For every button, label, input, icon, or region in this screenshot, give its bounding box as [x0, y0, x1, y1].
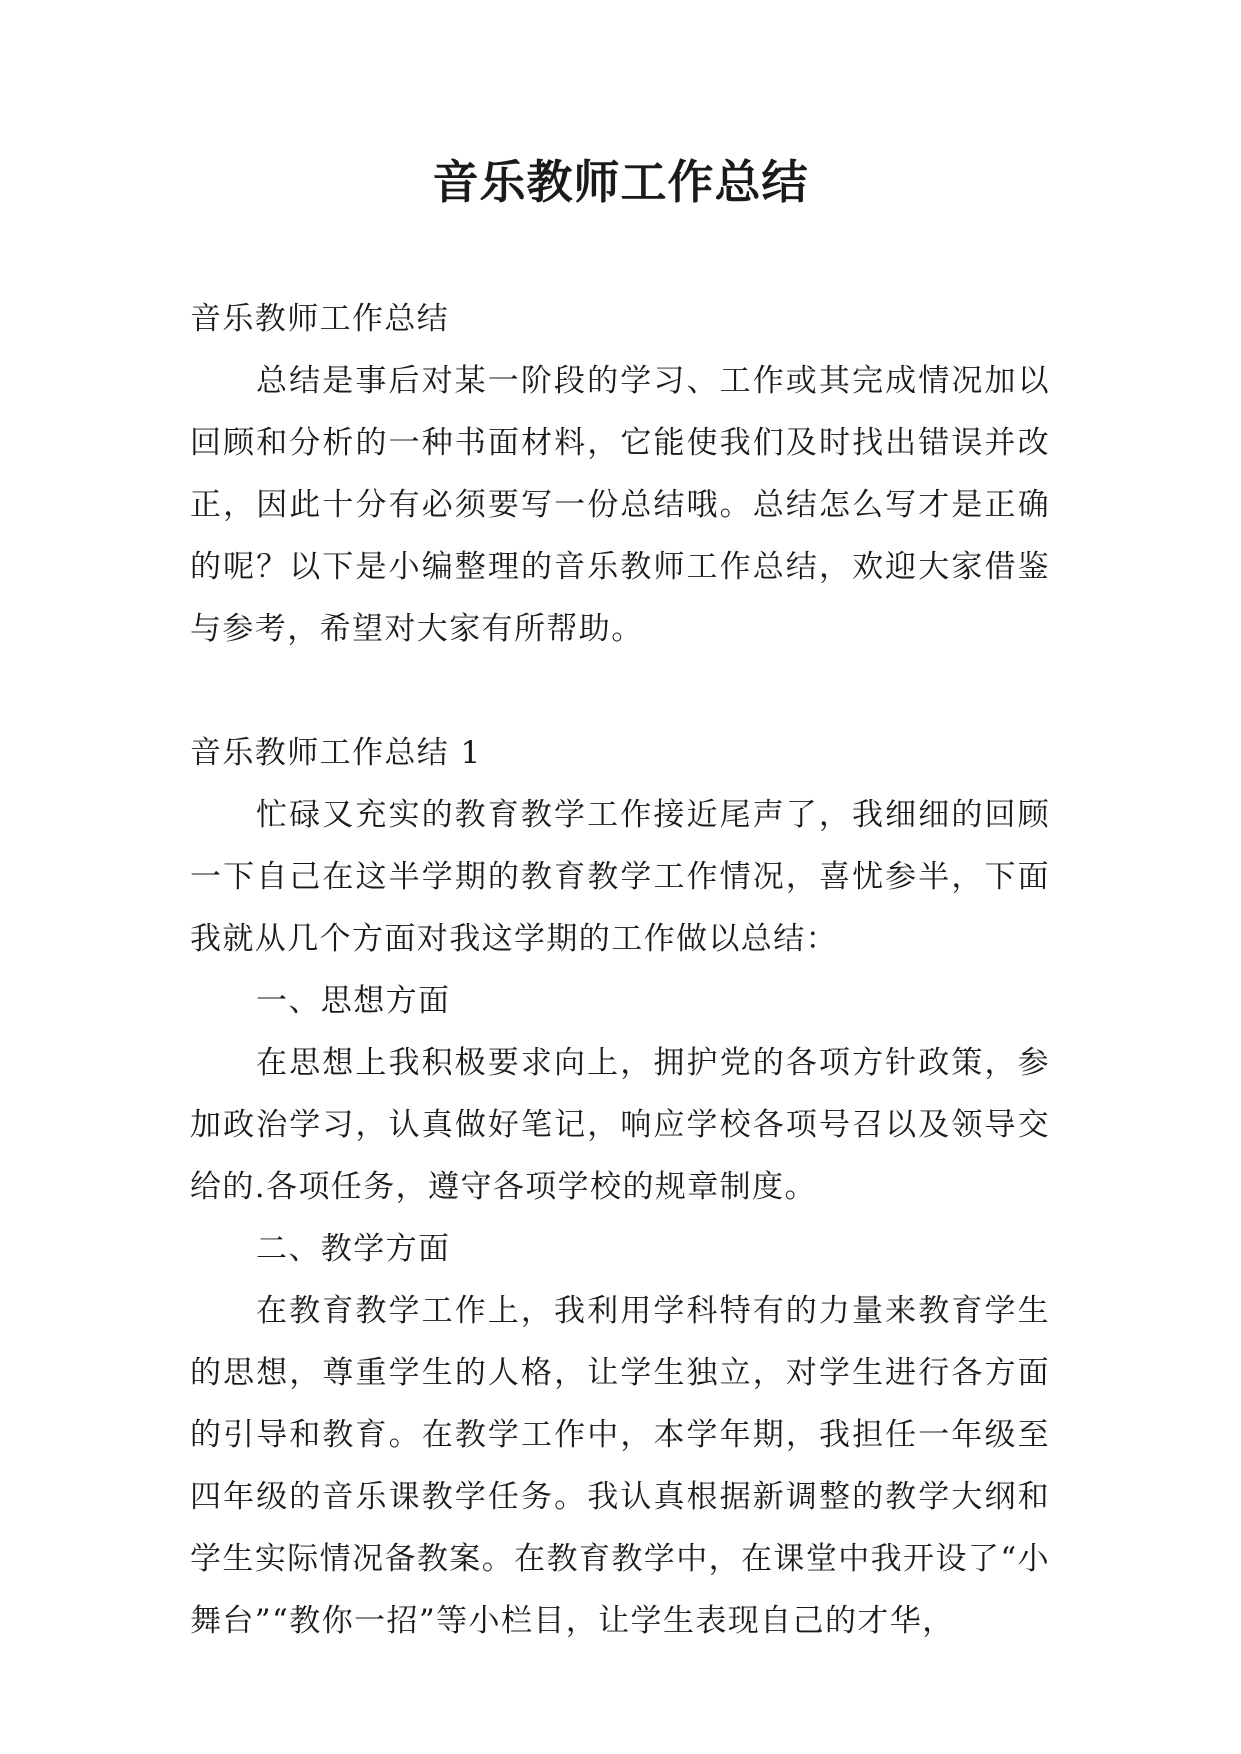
- paragraph-spacer: [190, 660, 1050, 722]
- part-2-heading: 二、教学方面: [256, 1231, 451, 1267]
- part-1-paragraph: 在思想上我积极要求向上，拥护党的各项方针政策，参加政治学习，认真做好笔记，响应学校各项号召以及领导交给的.各项任务，遵守各项学校的规章制度。: [190, 1045, 1050, 1205]
- document-body: [190, 288, 1050, 1652]
- document-title: 音乐教师工作总结: [432, 155, 809, 209]
- section-1-heading: 音乐教师工作总结 1: [190, 735, 482, 771]
- part-1-heading: 一、思想方面: [256, 983, 451, 1019]
- intro-paragraph: 总结是事后对某一阶段的学习、工作或其完成情况加以回顾和分析的一种书面材料，它能使我们及时找出错误并改正，因此十分有必须要写一份总结哦。总结怎么写才是正确的呢？以下是小编整理的音乐教师工作总结，欢迎大家借鉴与参考，希望对大家有所帮助。: [190, 363, 1050, 647]
- part-2-paragraph: 在教育教学工作上，我利用学科特有的力量来教育学生的思想，尊重学生的人格，让学生独立，对学生进行各方面的引导和教育。在教学工作中，本学年期，我担任一年级至四年级的音乐课教学任务。我认真根据新调整的教学大纲和学生实际情况备教案。在教育教学中，在课堂中我开设了“小舞台”“教你一招”等小栏目，让学生表现自己的才华，: [190, 1293, 1050, 1639]
- subtitle: 音乐教师工作总结: [190, 301, 450, 337]
- section-1-opening-paragraph: 忙碌又充实的教育教学工作接近尾声了，我细细的回顾一下自己在这半学期的教育教学工作情况，喜忧参半，下面我就从几个方面对我这学期的工作做以总结：: [190, 797, 1050, 957]
